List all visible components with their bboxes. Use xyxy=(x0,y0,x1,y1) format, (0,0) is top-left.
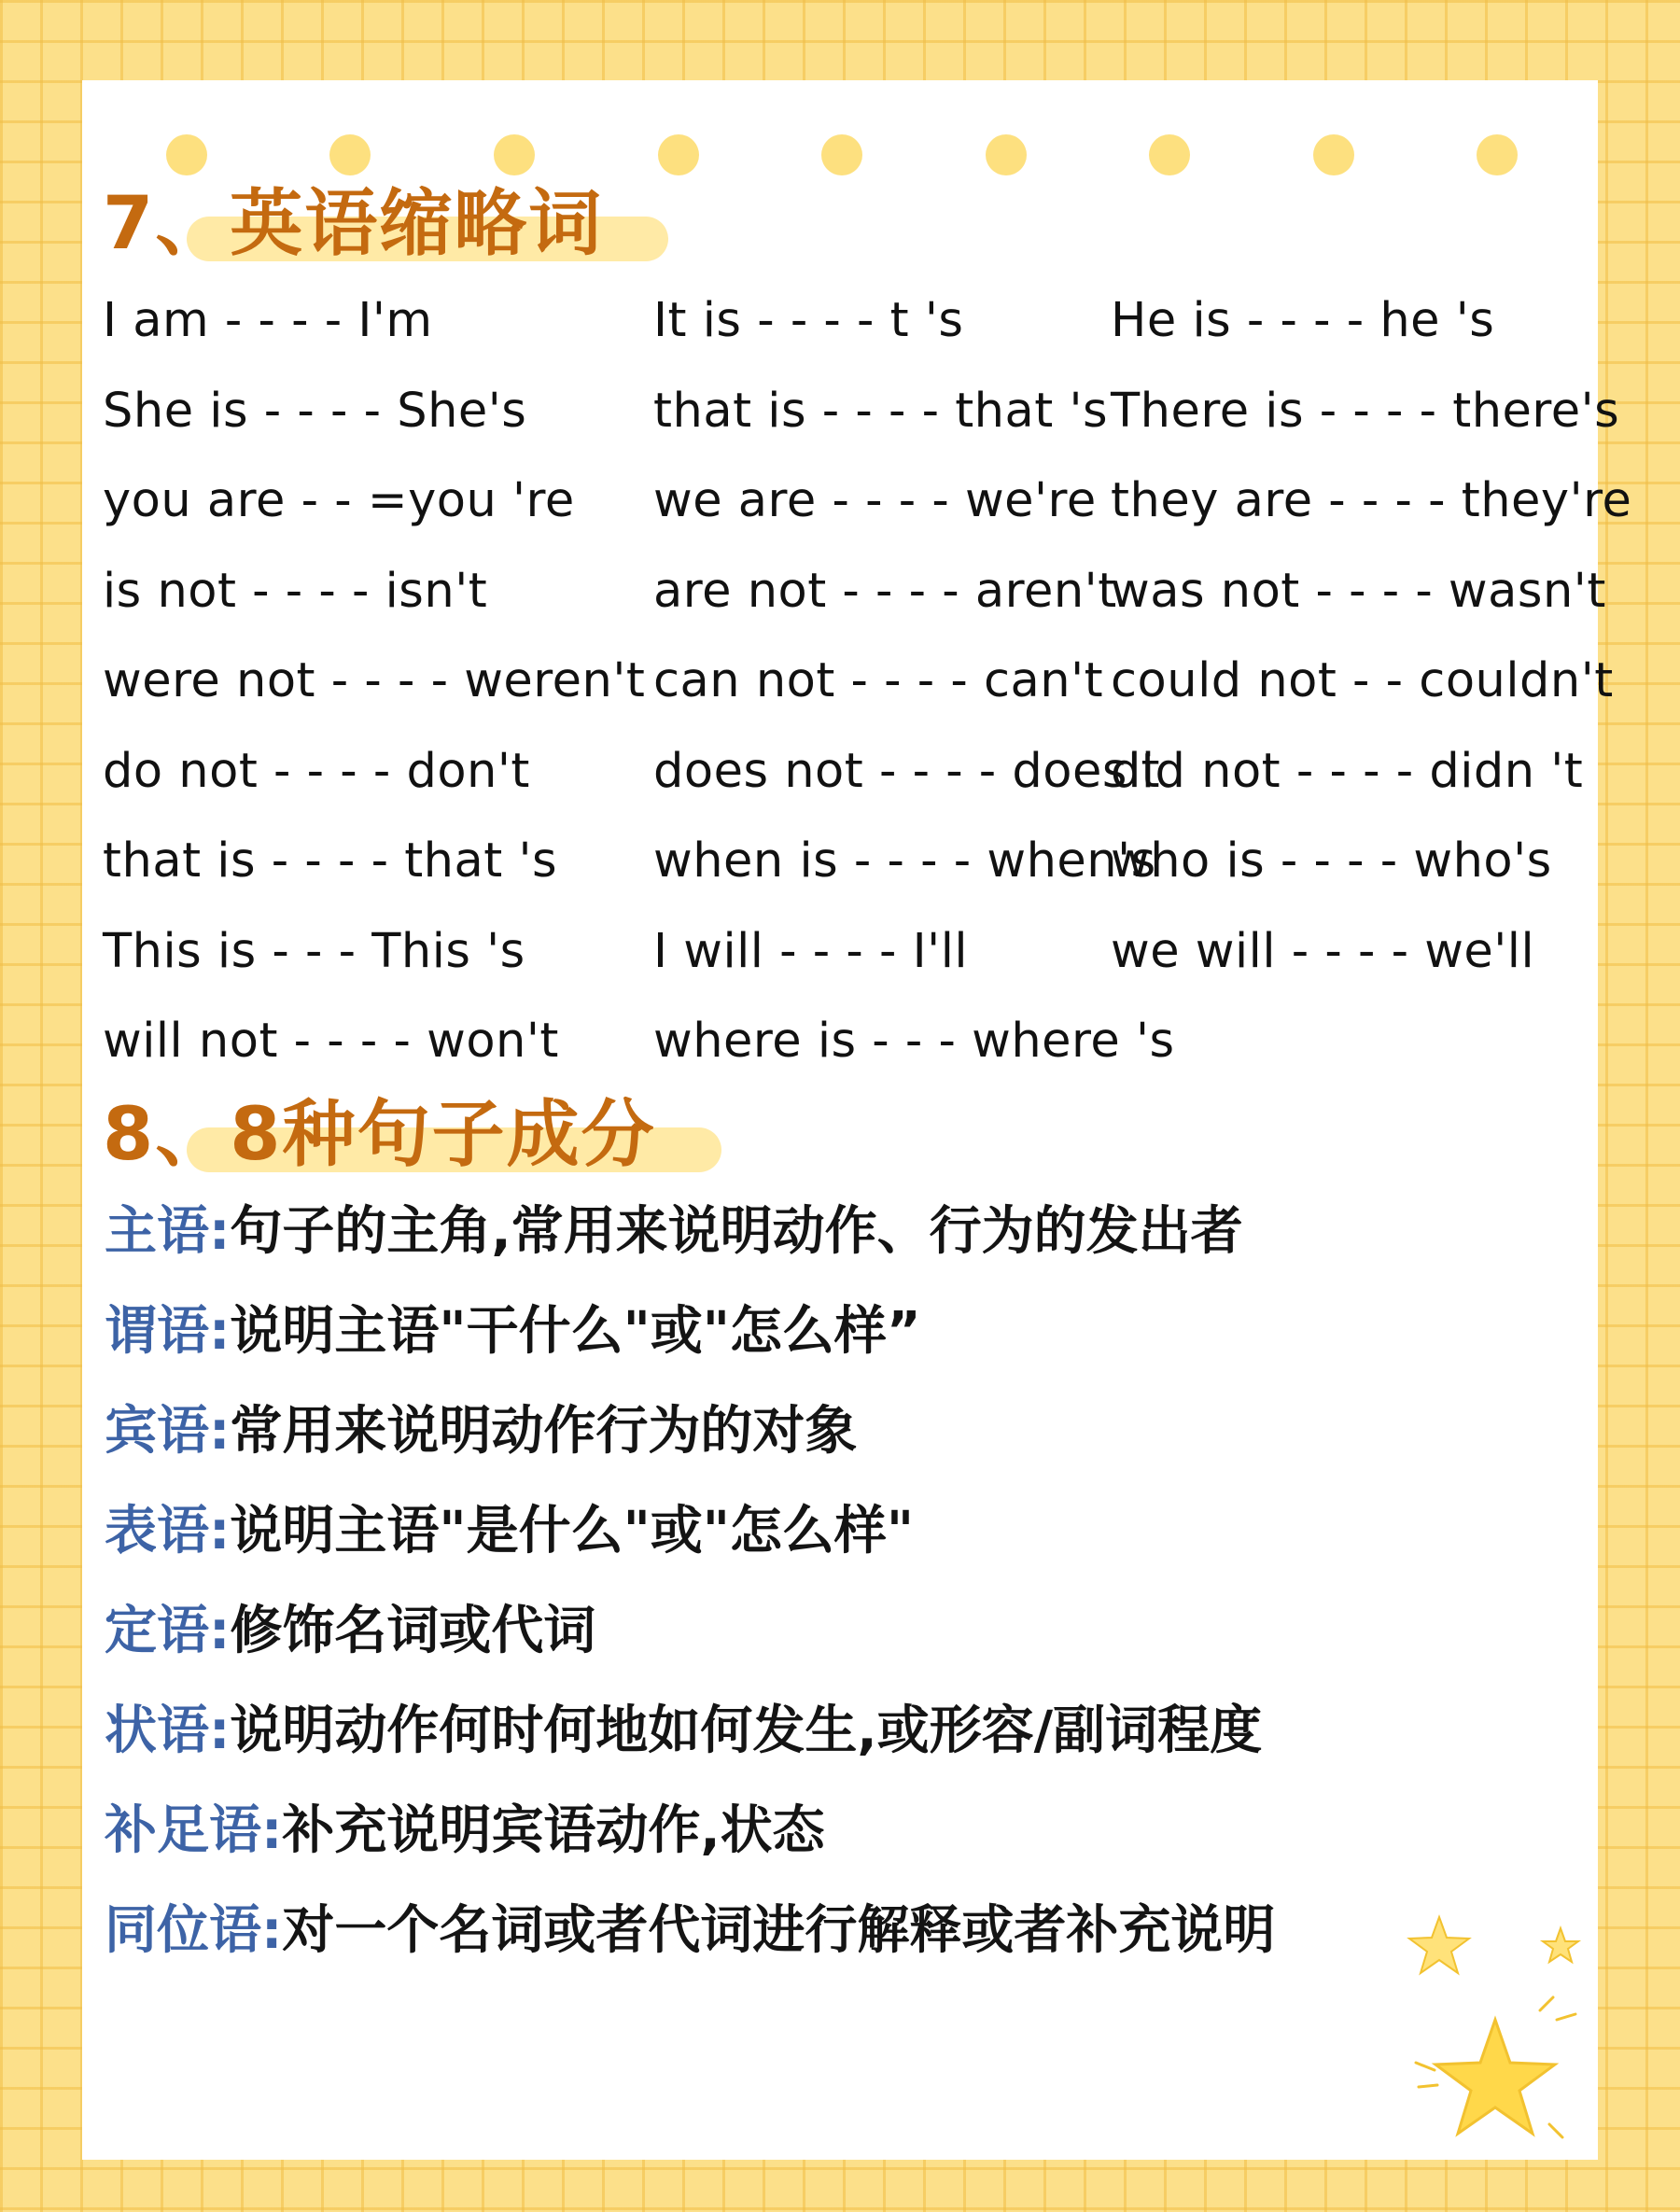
abbreviation-entry: could not - - couldn't xyxy=(1111,653,1614,708)
abbreviation-entry: It is - - - - t 's xyxy=(653,293,964,348)
abbreviation-row xyxy=(103,456,1632,547)
abbreviation-entry: who is - - - - who's xyxy=(1111,833,1552,889)
component-item xyxy=(105,1281,1579,1381)
abbreviation-entry: can not - - - - can't xyxy=(653,653,1104,708)
component-item xyxy=(105,1381,1579,1481)
abbreviation-entry: I am - - - - I'm xyxy=(103,293,433,348)
component-description: 常用来说明动作行为的对象 xyxy=(230,1401,858,1462)
abbreviation-row xyxy=(103,276,1596,367)
component-description: 修饰名词或代词 xyxy=(230,1601,596,1661)
abbreviation-entry: There is - - - - there's xyxy=(1111,383,1620,439)
component-term: 定语 xyxy=(105,1601,209,1661)
component-item xyxy=(105,1481,1579,1581)
abbreviation-entry: do not - - - - don't xyxy=(103,743,530,799)
component-term: 表语 xyxy=(105,1501,209,1561)
abbreviation-entry: we will - - - - we'll xyxy=(1111,923,1535,979)
dot-decoration xyxy=(329,134,371,175)
component-term: 补足语 xyxy=(105,1800,261,1861)
component-term: 宾语 xyxy=(105,1401,209,1462)
abbreviation-entry: were not - - - - weren't xyxy=(103,653,646,708)
content-card xyxy=(82,80,1632,2160)
component-description: 说明动作何时何地如何发生,或形容/副词程度 xyxy=(230,1701,1263,1761)
section-8-heading xyxy=(103,1088,656,1182)
abbreviation-table xyxy=(103,276,1632,1087)
component-item xyxy=(105,1681,1579,1781)
component-item xyxy=(105,1182,1579,1281)
dot-decoration xyxy=(658,134,699,175)
dot-decoration xyxy=(986,134,1027,175)
abbreviation-entry: I will - - - - I'll xyxy=(653,923,969,979)
section-8-title: 8种句子成分 xyxy=(230,1093,656,1177)
abbreviation-entry: is not - - - - isn't xyxy=(103,563,488,619)
component-colon: : xyxy=(209,1601,231,1661)
abbreviation-entry: when is - - - - when's xyxy=(653,833,1156,889)
abbreviation-row xyxy=(103,997,1596,1087)
component-colon: : xyxy=(209,1301,231,1362)
component-item xyxy=(105,1581,1579,1681)
abbreviation-entry: will not - - - - won't xyxy=(103,1014,559,1069)
component-term: 状语 xyxy=(105,1701,209,1761)
component-description: 说明主语"干什么"或"怎么样” xyxy=(230,1301,921,1362)
abbreviation-row xyxy=(103,637,1614,727)
component-description: 说明主语"是什么"或"怎么样" xyxy=(230,1501,915,1561)
abbreviation-entry: She is - - - - She's xyxy=(103,383,527,439)
sentence-components-list xyxy=(105,1182,1579,1981)
abbreviation-row xyxy=(103,367,1620,457)
component-colon: : xyxy=(209,1401,231,1462)
dot-decoration xyxy=(166,134,207,175)
abbreviation-row xyxy=(103,817,1596,907)
dot-decoration xyxy=(494,134,535,175)
component-term: 谓语 xyxy=(105,1301,209,1362)
abbreviation-entry: He is - - - - he 's xyxy=(1111,293,1495,348)
component-colon: : xyxy=(209,1501,231,1561)
star-decoration xyxy=(1299,1880,1598,2160)
component-term: 同位语 xyxy=(105,1900,261,1961)
section-7-title: 英语缩略词 xyxy=(230,182,604,266)
dot-decoration xyxy=(1149,134,1190,175)
abbreviation-entry: you are - - =you 're xyxy=(103,473,575,528)
section-7-separator: 、 xyxy=(155,182,231,266)
abbreviation-entry: This is - - - This 's xyxy=(103,923,525,979)
abbreviation-entry: that is - - - - that 's xyxy=(653,383,1109,439)
component-description: 补充说明宾语动作,状态 xyxy=(282,1800,825,1861)
star-icon xyxy=(1543,1928,1578,1962)
abbreviation-row xyxy=(103,547,1606,637)
component-colon: : xyxy=(209,1701,231,1761)
dot-decoration xyxy=(821,134,862,175)
abbreviation-entry: we are - - - - we're xyxy=(653,473,1097,528)
component-colon: : xyxy=(261,1900,283,1961)
abbreviation-entry: where is - - - where 's xyxy=(653,1014,1175,1069)
abbreviation-row xyxy=(103,727,1596,818)
star-icon xyxy=(1409,1917,1469,1973)
component-description: 句子的主角,常用来说明动作、行为的发出者 xyxy=(230,1201,1243,1262)
dot-decoration xyxy=(1477,134,1518,175)
abbreviation-entry: that is - - - - that 's xyxy=(103,833,558,889)
abbreviation-entry: did not - - - - didn 't xyxy=(1111,743,1584,799)
section-8-separator: 、 xyxy=(155,1093,231,1177)
abbreviation-row xyxy=(103,907,1596,998)
section-7-heading xyxy=(103,177,603,271)
abbreviation-entry: was not - - - - wasn't xyxy=(1111,563,1606,619)
star-icon xyxy=(1435,2020,1555,2134)
component-colon: : xyxy=(261,1800,283,1861)
abbreviation-entry: does not - - - - does't xyxy=(653,743,1160,799)
component-colon: : xyxy=(209,1201,231,1262)
section-8-number: 8 xyxy=(103,1093,156,1177)
component-term: 主语 xyxy=(105,1201,209,1262)
component-description: 对一个名词或者代词进行解释或者补充说明 xyxy=(282,1900,1276,1961)
abbreviation-entry: they are - - - - they're xyxy=(1111,473,1632,528)
abbreviation-entry: are not - - - - aren't xyxy=(653,563,1117,619)
section-7-number: 7 xyxy=(103,182,156,266)
component-item xyxy=(105,1781,1579,1881)
dot-decoration xyxy=(1313,134,1354,175)
